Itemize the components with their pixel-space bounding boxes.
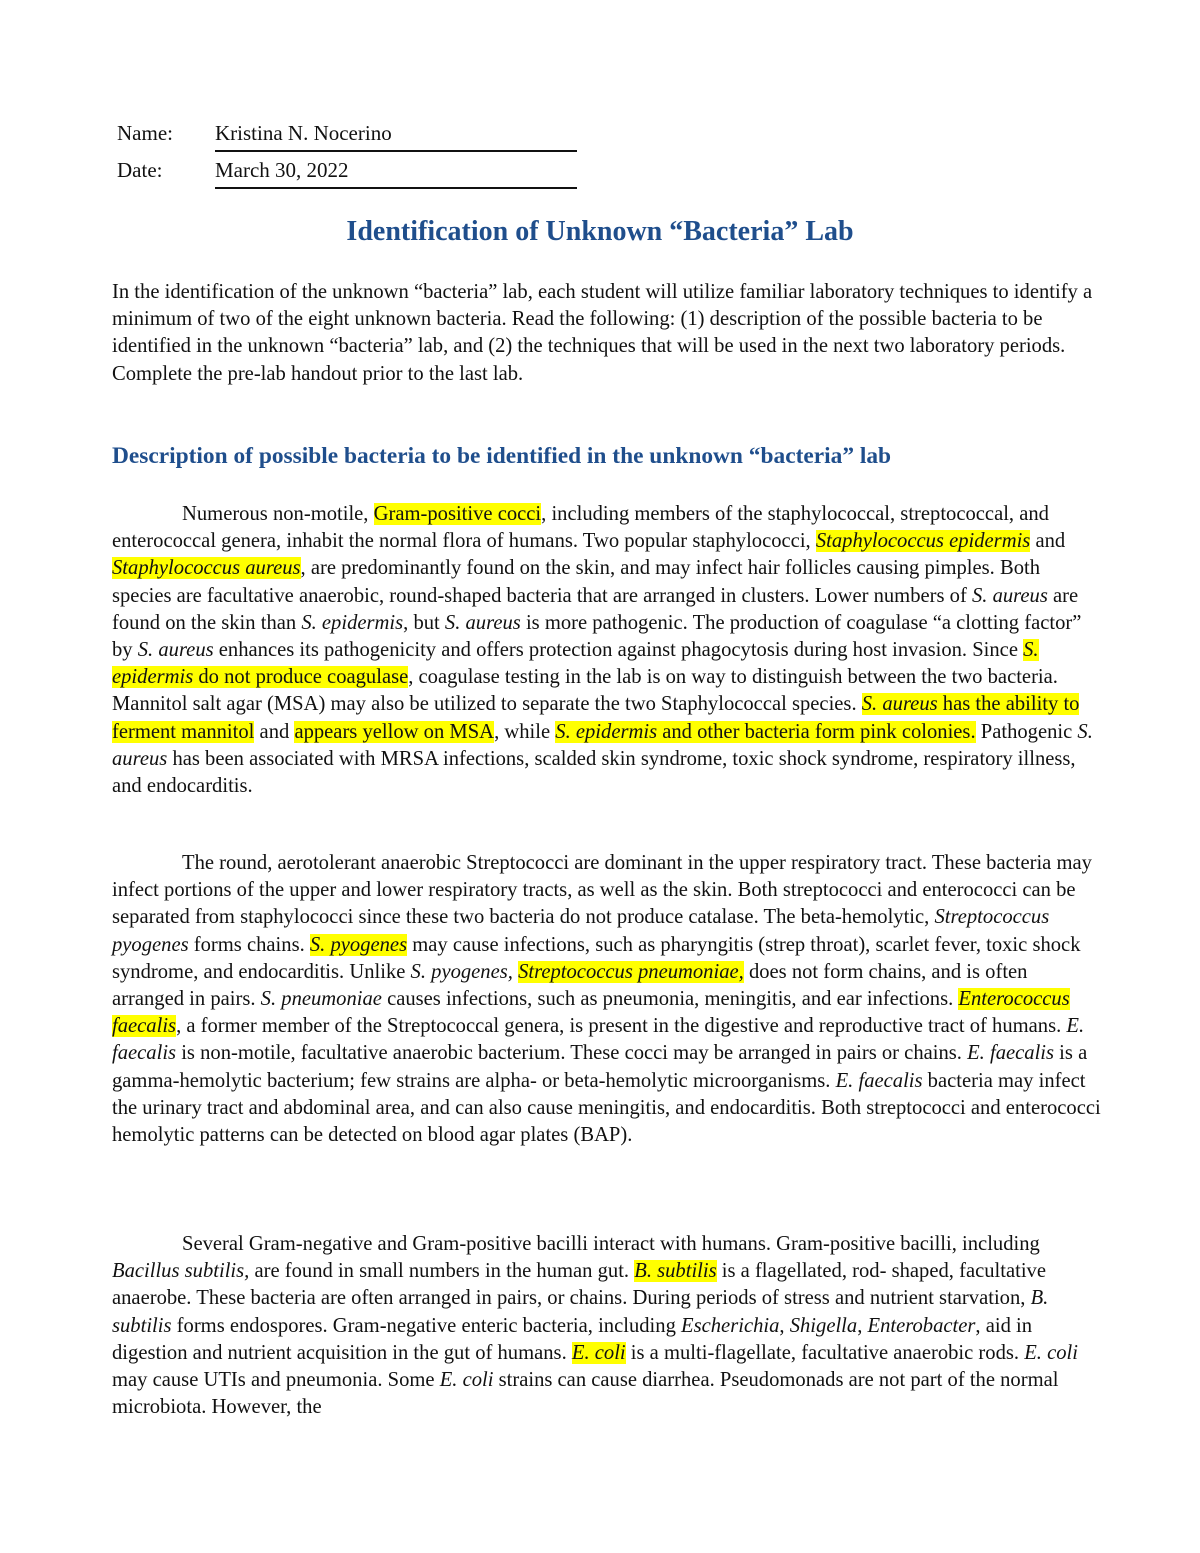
italic-text: Enterobacter xyxy=(867,1314,976,1337)
italic-text: E. faecalis xyxy=(835,1069,923,1092)
highlighted-text: Staphylococcus epidermis xyxy=(815,530,1031,553)
italic-text: S. aureus xyxy=(112,720,1093,770)
highlighted-text: and other bacteria form pink colonies. xyxy=(657,720,976,743)
intro-paragraph: In the identification of the unknown “bacteria” lab, each student will utilize familiar laboratory techniques to identify a minimum of two of the eight unknown bacteria. Read the following: (1) description of the possible bacteria to be identified in the unknown “bacteria” lab, and (2) the techniques that will be used in the next two laboratory periods. Complete the pre-lab handout prior to the last lab. xyxy=(112,281,1093,385)
paragraph-bacilli: Several Gram-negative and Gram-positive bacilli interact with humans. Gram-positive bacilli, including Bacillus subtilis, are found in small numbers in the human gut. B. subtilis is a flagellated, rod- shaped, facultative anaerobe. These bacteria are often arranged in pairs, or chains. During periods of stress and nutrient starvation, B. subtilis forms endospores. Gram-negative enteric bacteria, including Escherichia, Shigella, Enterobacter, aid in digestion and nutrient acquisition in the gut of humans. E. coli is a multi-flagellate, facultative anaerobic rods. E. coli may cause UTIs and pneumonia. Some E. coli strains can cause diarrhea. Pseudomonads are not part of the normal microbiota. However, the xyxy=(112,1233,1078,1419)
italic-text: S. pyogenes, xyxy=(410,960,513,983)
italic-text: S. pneumoniae xyxy=(260,988,382,1011)
italic-text: E. faecalis xyxy=(112,1015,1085,1065)
name-label: Name: xyxy=(117,121,173,145)
italic-text: Escherichia xyxy=(681,1314,780,1337)
name-value: Kristina N. Nocerino xyxy=(215,121,577,152)
highlighted-text: do not produce coagulase xyxy=(193,666,409,689)
highlighted-text: appears yellow on MSA xyxy=(294,720,495,743)
italic-text: S. aureus xyxy=(137,639,214,662)
highlighted-text: Staphylococcus aureus xyxy=(112,557,301,580)
section-heading: Description of possible bacteria to be identified in the unknown “bacteria” lab xyxy=(112,443,892,469)
italic-text: E. coli xyxy=(439,1369,494,1392)
highlighted-text: Gram-positive cocci xyxy=(373,503,542,525)
highlighted-text: has the ability to ferment mannitol xyxy=(112,693,1080,743)
highlighted-text: E. coli xyxy=(571,1341,626,1364)
highlighted-text: S. epidermis xyxy=(555,720,658,743)
italic-text: S. aureus xyxy=(444,611,521,634)
highlighted-text: B. subtilis xyxy=(634,1260,717,1283)
italic-text: Streptococcus pyogenes xyxy=(112,906,1050,956)
highlighted-text: Streptococcus pneumoniae, xyxy=(518,960,744,983)
document-title: Identification of Unknown “Bacteria” Lab xyxy=(346,216,854,247)
italic-text: E. faecalis xyxy=(967,1042,1055,1065)
paragraph-streptococci: The round, aerotolerant anaerobic Streptococci are dominant in the upper respiratory tract. These bacteria may infect portions of the upper and lower respiratory tracts, as well as the skin. Both streptococci and enterococci can be separated from staphylococci since these two bacteria do not produce catalase. The beta-hemolytic, Streptococcus pyogenes forms chains. S. pyogenes may cause infections, such as pharyngitis (strep throat), scarlet fever, toxic shock syndrome, and endocarditis. Unlike S. pyogenes, Streptococcus pneumoniae, does not form chains, and is often arranged in pairs. S. pneumoniae causes infections, such as pneumonia, meningitis, and ear infections. Enterococcus faecalis, a former member of the Streptococcal genera, is present in the digestive and reproductive tract of humans. E. faecalis is non-motile, facultative anaerobic bacterium. These cocci may be arranged in pairs or chains. E. faecalis is a gamma-hemolytic bacterium; few strains are alpha- or beta-hemolytic microorganisms. E. faecalis bacteria may infect the urinary tract and abdominal area, and can also cause meningitis, and endocarditis. Both streptococci and enterococci hemolytic patterns can be detected on blood agar plates (BAP). xyxy=(112,852,1101,1147)
date-label: Date: xyxy=(117,158,163,182)
highlighted-text: S. aureus xyxy=(861,693,938,716)
highlighted-text: Enterococcus faecalis xyxy=(112,988,1070,1038)
italic-text: S. aureus xyxy=(971,584,1048,607)
date-value: March 30, 2022 xyxy=(215,158,577,189)
italic-text: E. coli xyxy=(1024,1341,1078,1364)
paragraph-staphylococci: Numerous non-motile, Gram-positive cocci, including members of the staphylococcal, streptococcal, and enterococcal genera, inhabit the normal flora of humans. Two popular staphylococci, Staphylococcus epidermis and Staphylococcus aureus, are predominantly found on the skin, and may infect hair follicles causing pimples. Both species are facultative anaerobic, round-shaped bacteria that are arranged in clusters. Lower numbers of S. aureus are found on the skin than S. epidermis, but S. aureus is more pathogenic. The production of coagulase “a clotting factor” by S. aureus enhances its pathogenicity and offers protection against phagocytosis during host invasion. Since S. epidermis do not produce coagulase, coagulase testing in the lab is on way to distinguish between the two bacteria. Mannitol salt agar (MSA) may also be utilized to separate the two Staphylococcal species. S. aureus has the ability to ferment mannitol and appears yellow on MSA, while S. epidermis and other bacteria form pink colonies. Pathogenic S. aureus has been associated with MRSA infections, scalded skin syndrome, toxic shock syndrome, respiratory illness, and endocarditis. xyxy=(112,503,1093,798)
italic-text: B. subtilis xyxy=(112,1287,1049,1337)
highlighted-text: S. pyogenes xyxy=(309,933,408,956)
italic-text: Bacillus subtilis, xyxy=(112,1260,250,1283)
italic-text: S. epidermis xyxy=(301,611,404,634)
italic-text: Shigella xyxy=(789,1314,858,1337)
highlighted-text: S. epidermis xyxy=(112,639,1039,689)
